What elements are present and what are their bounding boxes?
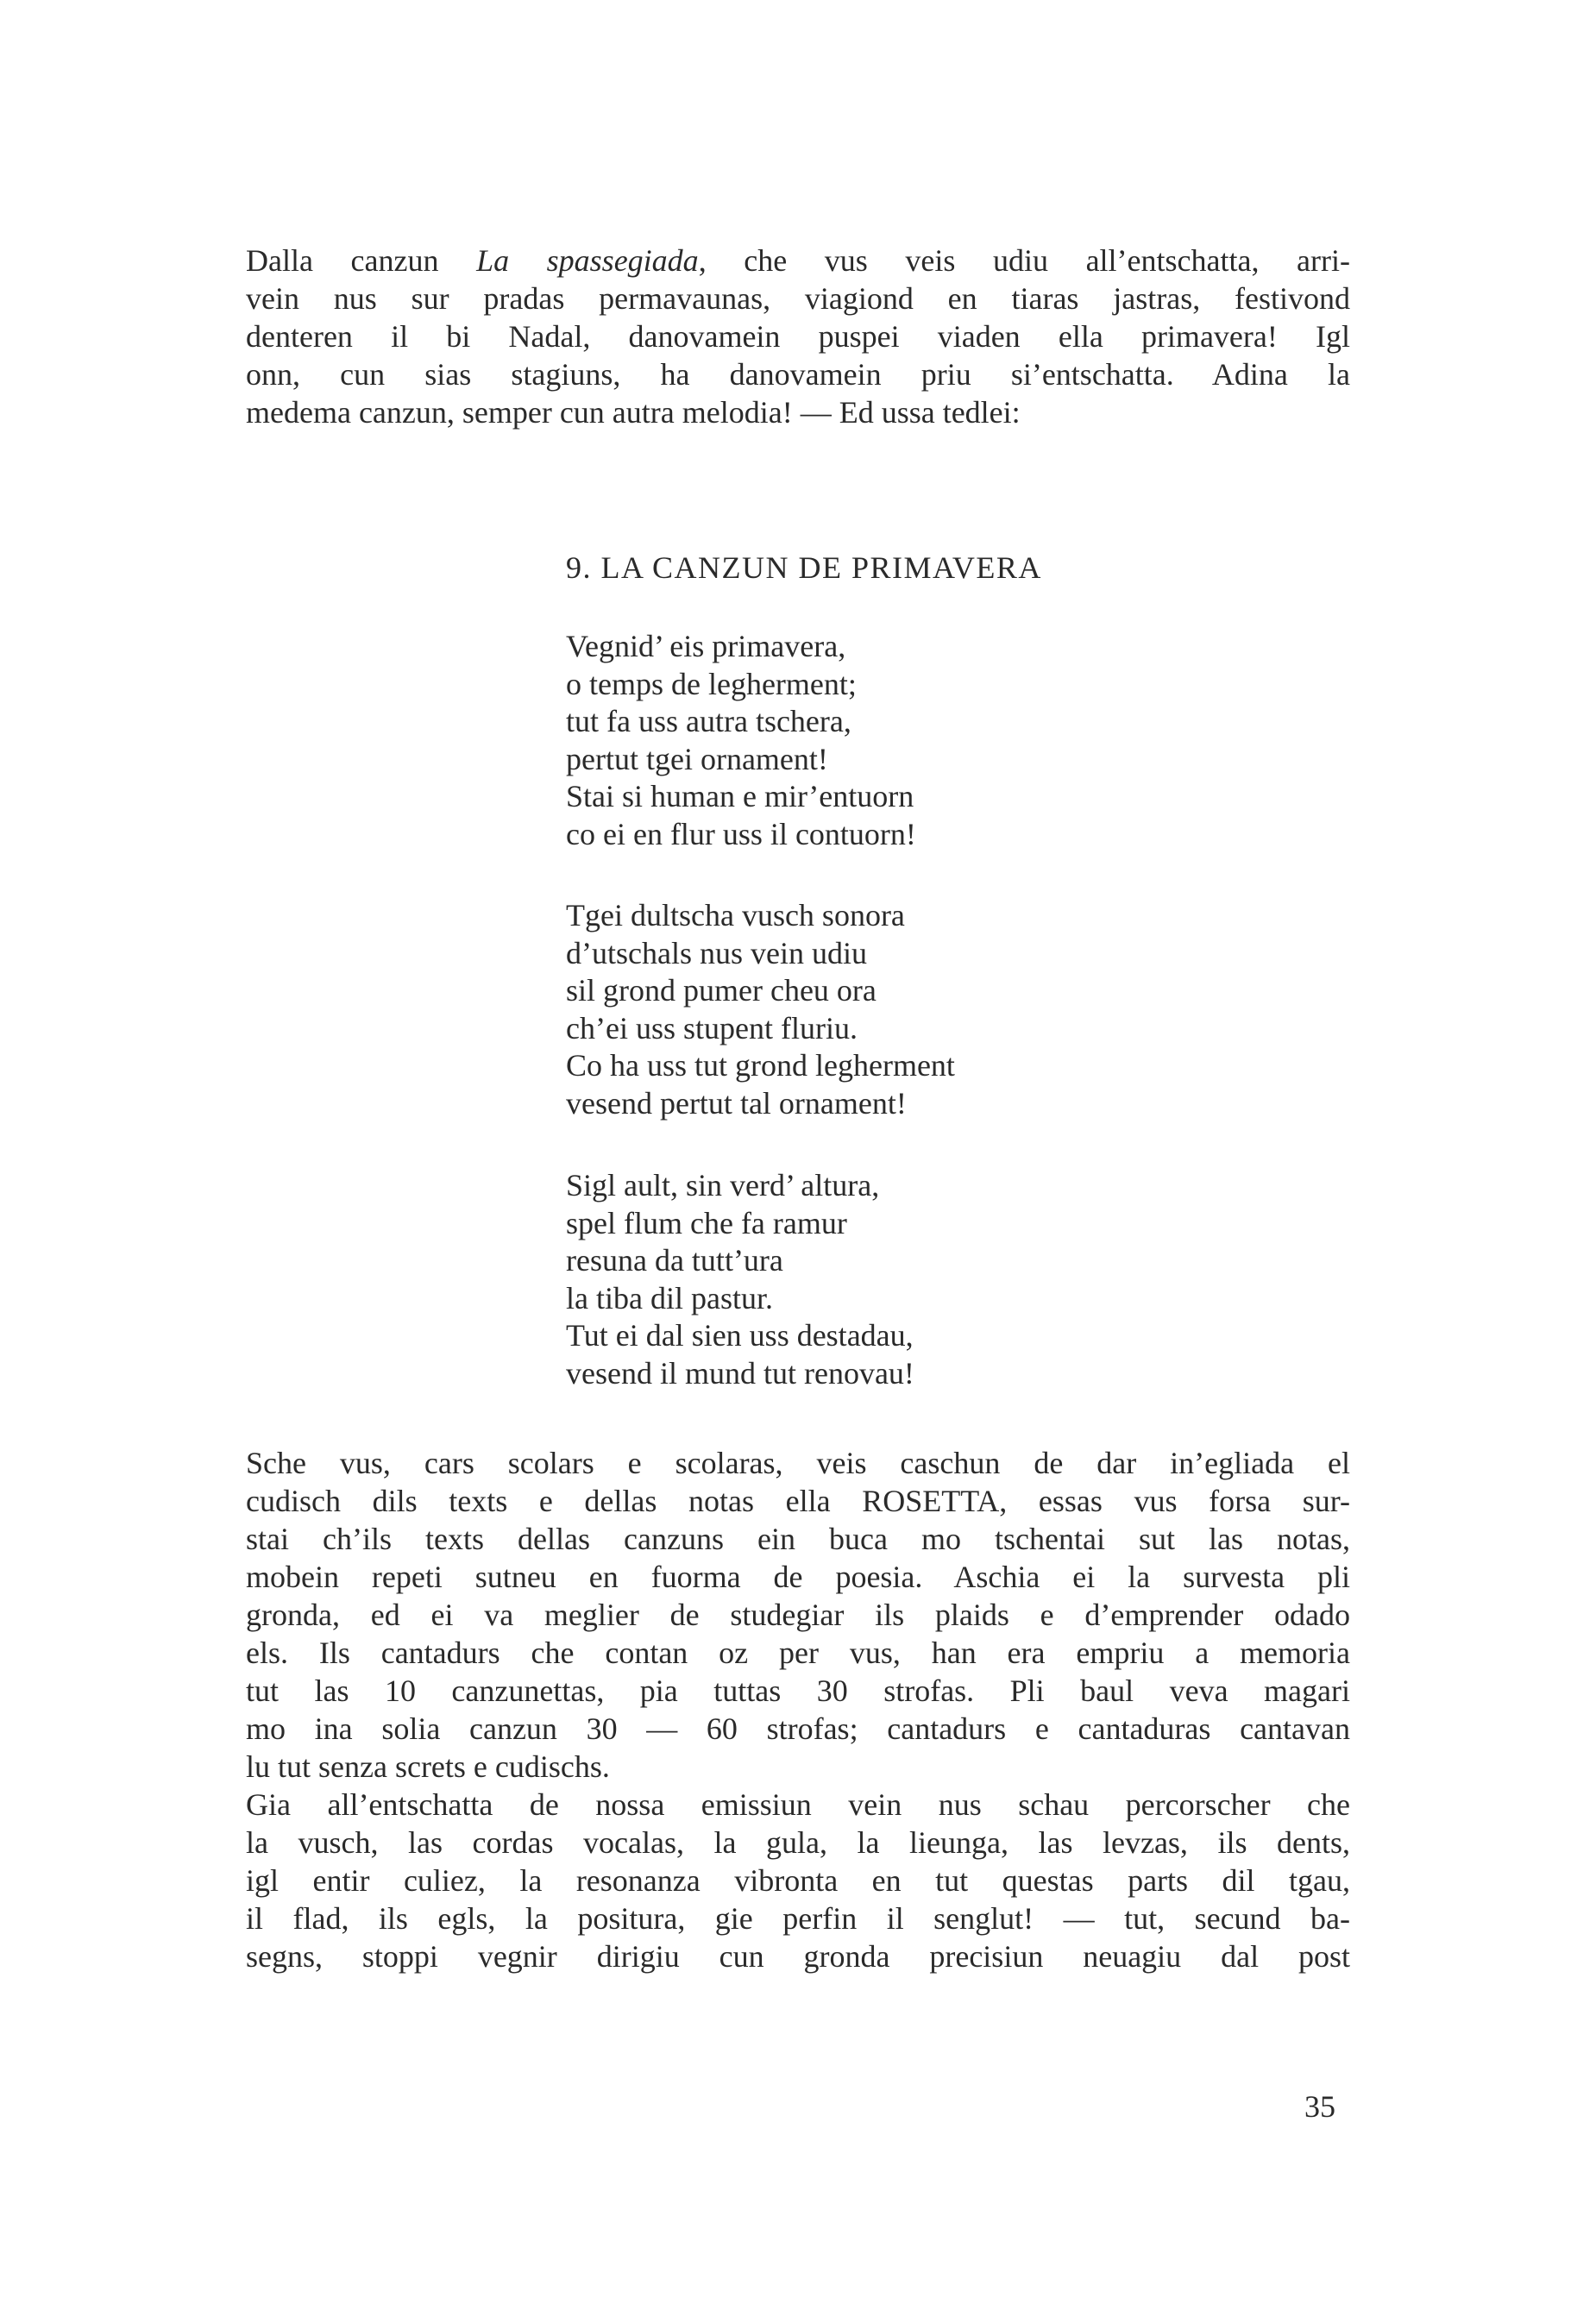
verse: o temps de legherment; xyxy=(566,666,857,701)
body-line: Sche vus, cars scolars e scolaras, veis caschun de dar in’egliada el xyxy=(246,1446,1350,1480)
verse: ch’ei uss stupent fluriu. xyxy=(566,1010,858,1045)
intro-line-4: onn, cun sias stagiuns, ha danovamein priu si’entschatta. Adina la xyxy=(246,357,1350,392)
body-line: segns, stoppi vegnir dirigiu cun gronda precisiun neuagiu dal post xyxy=(246,1939,1350,1974)
verse: pertut tgei ornament! xyxy=(566,741,828,776)
body-line: tut las 10 canzunettas, pia tuttas 30 strofas. Pli baul veva magari xyxy=(246,1673,1350,1708)
verse: Vegnid’ eis primavera, xyxy=(566,629,846,663)
verse: Sigl ault, sin verd’ altura, xyxy=(566,1168,880,1202)
intro-line-1-lead: Dalla canzun xyxy=(246,243,477,278)
body-line: els. Ils cantadurs che contan oz per vus, han era empriu a memoria xyxy=(246,1636,1350,1670)
body-line: cudisch dils texts e dellas notas ella ROSETTA, essas vus forsa sur- xyxy=(246,1484,1350,1518)
song-heading: 9. LA CANZUN DE PRIMAVERA xyxy=(566,550,1042,585)
stanza-1 xyxy=(566,628,916,853)
body-line: il flad, ils egls, la positura, gie perfin il senglut! — tut, secund ba- xyxy=(246,1901,1350,1936)
verse: la tiba dil pastur. xyxy=(566,1280,773,1315)
verse: Tut ei dal sien uss destadau, xyxy=(566,1318,914,1353)
verse: sil grond pumer cheu ora xyxy=(566,973,877,1008)
intro-line-1 xyxy=(246,242,1350,279)
body-line: Gia all’entschatta de nossa emissiun vein nus schau percorscher che xyxy=(246,1787,1350,1822)
verse: tut fa uss autra tschera, xyxy=(566,704,851,738)
verse: Stai si human e mir’entuorn xyxy=(566,779,914,813)
verse: resuna da tutt’ura xyxy=(566,1243,783,1278)
stanza-3 xyxy=(566,1167,914,1392)
intro-line-1-tail: , che vus veis udiu all’entschatta, arri- xyxy=(698,243,1350,278)
intro-line-5: medema canzun, semper cun autra melodia! — Ed ussa tedlei: xyxy=(246,395,1021,430)
verse: vesend il mund tut renovau! xyxy=(566,1355,914,1391)
body-line: mo ina solia canzun 30 — 60 strofas; cantadurs e cantaduras cantavan xyxy=(246,1711,1350,1746)
page-number: 35 xyxy=(1304,2089,1335,2124)
verse: spel flum che fa ramur xyxy=(566,1205,847,1240)
verse: Co ha uss tut grond legherment xyxy=(566,1048,955,1083)
body-line: lu tut senza screts e cudischs. xyxy=(246,1749,610,1784)
intro-line-3: denteren il bi Nadal, danovamein puspei viaden ella primavera! Igl xyxy=(246,319,1350,354)
stanza-2 xyxy=(566,897,955,1122)
verse: co ei en flur uss il contuorn! xyxy=(566,816,916,851)
verse: vesend pertut tal ornament! xyxy=(566,1085,907,1121)
song-title-reference: La spassegiada xyxy=(476,243,699,278)
verse: Tgei dultscha vusch sonora xyxy=(566,898,905,932)
intro-line-2: vein nus sur pradas permavaunas, viagiond en tiaras jastras, festivond xyxy=(246,281,1350,316)
verse: d’utschals nus vein udiu xyxy=(566,935,867,970)
intro-paragraph xyxy=(246,242,1350,431)
body-paragraphs xyxy=(246,1444,1350,1975)
body-line: stai ch’ils texts dellas canzuns ein buca mo tschentai sut las notas, xyxy=(246,1522,1350,1556)
body-line: mobein repeti sutneu en fuorma de poesia. Aschia ei la survesta pli xyxy=(246,1560,1350,1594)
body-line: la vusch, las cordas vocalas, la gula, la lieunga, las levzas, ils dents, xyxy=(246,1825,1350,1860)
body-line: igl entir culiez, la resonanza vibronta en tut questas parts dil tgau, xyxy=(246,1863,1350,1898)
body-line: gronda, ed ei va meglier de studegiar ils plaids e d’emprender odado xyxy=(246,1598,1350,1632)
